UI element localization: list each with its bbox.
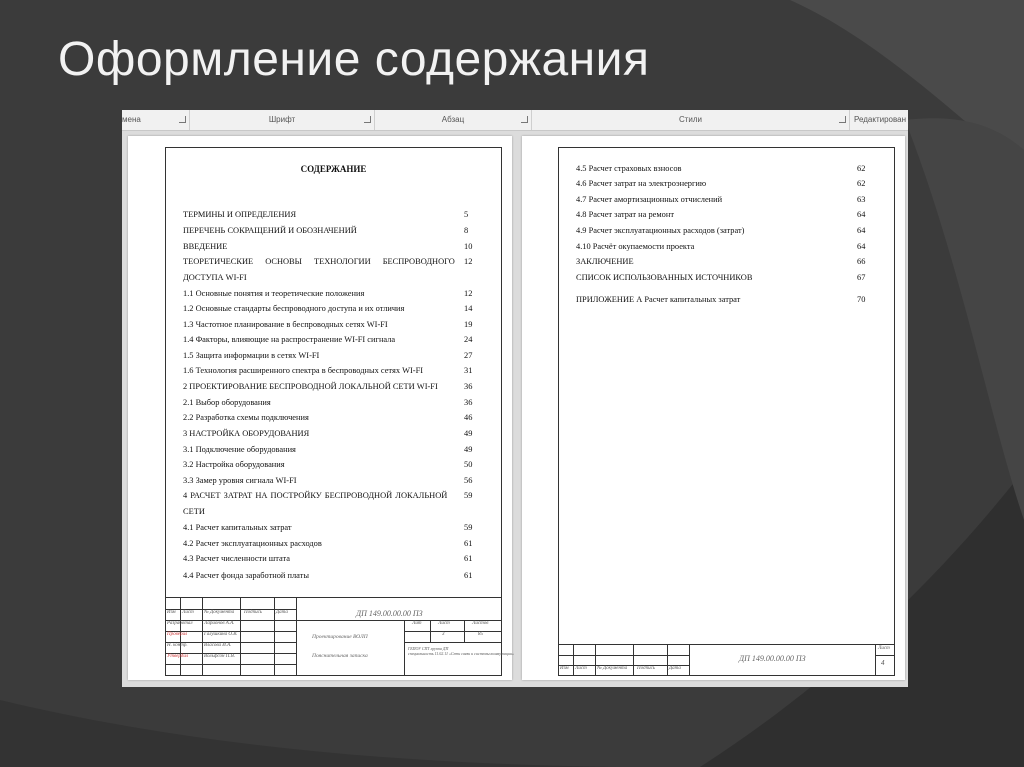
ribbon-group-editing[interactable]	[850, 110, 908, 130]
dialog-launcher-icon[interactable]	[179, 116, 186, 123]
title-block-stamp: Изм Лист № Документа Подпись Дата ДП 149.00.00.00 ПЗ Лист 4	[559, 644, 894, 675]
title-block-stamp: Изм Лист № Документа Подпись Дата Разработал Н. контр. Проверил Утвердил Ларионов А.А. Галушкина О.В. Власова И.А. Вольфсон П.Я. ДП 149.00.00.00 ПЗ Проектирование ВОЛП Пояснительная записка Лит Лист Листов 3 85 ГБПОУ СПТ группа ДП специальность 11.02.11 «Сети связи и системы коммутации»	[166, 597, 501, 675]
document-code: ДП 149.00.00.00 ПЗ	[356, 609, 423, 618]
dialog-launcher-icon[interactable]	[364, 116, 371, 123]
dialog-launcher-icon[interactable]	[839, 116, 846, 123]
page-frame: 4.5 Расчет страховых взносов 62 4.6 Расчет затрат на электроэнергию 62 4.7 Расчет амортизационных отчислений 63 4.8 Расчет затрат на ремонт 64 4.9 Расчет эксплуатационных расходов (затрат) 64 4.10 Расчёт окупаемости проекта 64 ЗАКЛЮЧЕНИЕ 66 СПИСОК ИСПОЛЬЗОВАННЫХ ИСТОЧНИКОВ 67 ПРИЛОЖЕНИЕ А Расчет капитальных затрат 70 Изм Лист № Документа Подпись Дата ДП 149.00.00.00 ПЗ Лист 4	[558, 147, 895, 676]
ribbon-group-label: Шрифт	[268, 115, 296, 124]
document-page-4[interactable]	[522, 136, 905, 680]
ribbon-group-label: Стили	[678, 115, 703, 124]
toc-entry-continuation: ДОСТУПА WI-FI	[183, 273, 247, 282]
ribbon-group-font[interactable]	[190, 110, 375, 130]
dialog-launcher-icon[interactable]	[521, 116, 528, 123]
ribbon-group-edit[interactable]	[122, 110, 190, 130]
document-code: ДП 149.00.00.00 ПЗ	[739, 654, 806, 663]
slide-title: Оформление содержания	[58, 33, 650, 86]
document-page-3[interactable]	[128, 136, 512, 680]
ribbon-group-paragraph[interactable]	[375, 110, 532, 130]
page-number: 4	[881, 659, 885, 667]
ribbon-group-label: Редактирован	[854, 115, 907, 124]
page-frame: СОДЕРЖАНИЕ ТЕРМИНЫ И ОПРЕДЕЛЕНИЯ 5 ПЕРЕЧЕНЬ СОКРАЩЕНИЙ И ОБОЗНАЧЕНИЙ 8 ВВЕДЕНИЕ 10 ТЕОРЕТИЧЕСКИЕ ОСНОВЫ ТЕХНОЛОГИИ БЕСПРОВОДНОГО 12 ДОСТУПА WI-FI 1.1 Основные понятия и теоретические положения 12 1.2 Основные стандарты беспроводного доступа и их отличия 14 1.3 Частотное планирование в беспроводных сетях WI-FI 19 1.4 Факторы, влияющие на распространение WI-FI сигнала 24 1.5 Защита информации в сетях WI-FI 27 1.6 Технология расширенного спектра в беспроводных сетях WI-FI 31 2 ПРОЕКТИРОВАНИЕ БЕСПРОВОДНОЙ ЛОКАЛЬНОЙ СЕТИ WI-FI 36 2.1 Выбор оборудования 36 2.2 Разработка схемы подключения 46 3 НАСТРОЙКА ОБОРУДОВАНИЯ 49 3.1 Подключение оборудования 49 3.2 Настройка оборудования 50 3.3 Замер уровня сигнала WI-FI 56 4 РАСЧЕТ ЗАТРАТ НА ПОСТРОЙКУ БЕСПРОВОДНОЙ ЛОКАЛЬНОЙ 59 СЕТИ 4.1 Расчет капитальных затрат 59 4.2 Расчет эксплуатационных расходов 61 4.3 Расчет численности штата 61 4.4 Расчет фонда заработной платы 61 Изм Лист № Документа Подпись Дата Разработал Н. контр. Проверил Утвердил Ларионов А.А. Галушкина О.В. Власова И.А. Вольфсон П.Я. ДП 149.00.00.00 ПЗ Проектирование ВОЛП Пояснительная записка Лит Лист Листов 3 85 ГБПОУ СПТ группа ДП специальность 11.02.11 «Сети связи и системы коммутации»	[165, 147, 502, 676]
word-ribbon	[122, 110, 908, 131]
ribbon-group-label: Абзац	[441, 115, 465, 124]
ribbon-group-styles[interactable]	[532, 110, 850, 130]
toc-heading: СОДЕРЖАНИЕ	[300, 164, 367, 174]
document-screenshot	[122, 110, 908, 687]
ribbon-group-label: мена	[122, 115, 141, 124]
toc-entry-continuation: СЕТИ	[183, 507, 205, 516]
